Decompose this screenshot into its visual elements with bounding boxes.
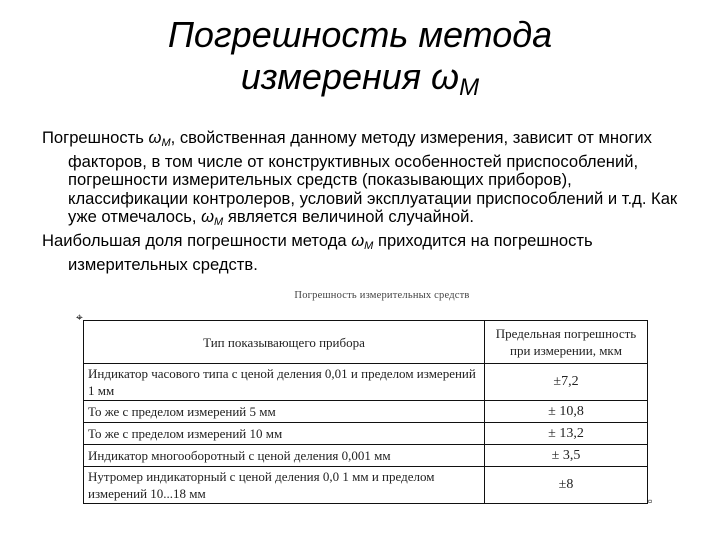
table-header-row (84, 321, 648, 364)
title-omega-subscript: M (459, 74, 480, 101)
table-caption: Погрешность измерительных средств (294, 290, 470, 301)
omega-m-symbol (149, 128, 171, 147)
row-device-type: Индикатор многооборотный с ценой деления 0,001 мм (84, 445, 485, 467)
paragraph-text: является величиной случайной. (223, 207, 475, 227)
row-limit-error: ± 13,2 (485, 423, 648, 445)
row-limit-error: ± 3,5 (485, 445, 648, 467)
body-text (42, 129, 692, 274)
diamond-marker-icon: ⌖ (76, 310, 83, 324)
row-limit-error: ±7,2 (485, 364, 648, 401)
paragraph-text: Погрешность (42, 128, 149, 147)
table-row (84, 467, 648, 504)
header-limit-error-line-1: Предельная погрешность (495, 326, 637, 341)
symbol-subscript: M (161, 137, 171, 149)
header-limit-error-line-2: при измерении, мкм (510, 343, 622, 358)
error-table (83, 320, 648, 504)
title-line-2-text: измерения ω (240, 56, 460, 97)
table-row (84, 364, 648, 401)
header-device-type: Тип показывающего прибора (84, 321, 485, 364)
title-line-1: Погрешность метода (167, 14, 553, 55)
row-device-type: То же с пределом измерений 10 мм (84, 423, 485, 445)
title-line-2 (0, 56, 720, 109)
row-device-type: Индикатор часового типа с ценой деления 0,01 и пределом измерений 1 мм (84, 364, 485, 401)
body-paragraph (42, 232, 692, 274)
symbol-base: ω (201, 207, 215, 227)
body-paragraph (42, 129, 692, 232)
row-device-type: То же с пределом измерений 5 мм (84, 401, 485, 423)
row-limit-error: ± 10,8 (485, 401, 648, 423)
slide-title (0, 14, 720, 109)
paragraph-text: Наибольшая доля погрешности метода (42, 230, 352, 250)
symbol-base: ω (351, 230, 365, 250)
table-row (84, 423, 648, 445)
symbol-base: ω (148, 128, 162, 147)
square-marker-icon: ▫ (648, 494, 653, 508)
table-row (84, 445, 648, 467)
paragraph-text: , свойственная данному методу измерения, зависит от многих факторов, в том числе от конструктивных особенностей приспособлений, погрешности измерительных средств (показывающих приборов), классификации контролеров, условий эксплуатации приспособлений и т.д. Как уже отмечалось, (68, 128, 678, 227)
row-device-type: Нутромер индикаторный с ценой деления 0,0 1 мм и пределом измерений 10...18 мм (84, 467, 485, 504)
table-row (84, 401, 648, 423)
symbol-subscript: M (214, 216, 224, 229)
header-limit-error (485, 321, 648, 364)
omega-m-symbol (201, 207, 224, 229)
omega-m-symbol (351, 231, 373, 250)
paragraph-text: приходится на погрешность измерительных средств. (68, 230, 593, 274)
row-limit-error: ±8 (485, 467, 648, 504)
symbol-subscript: M (364, 239, 374, 252)
